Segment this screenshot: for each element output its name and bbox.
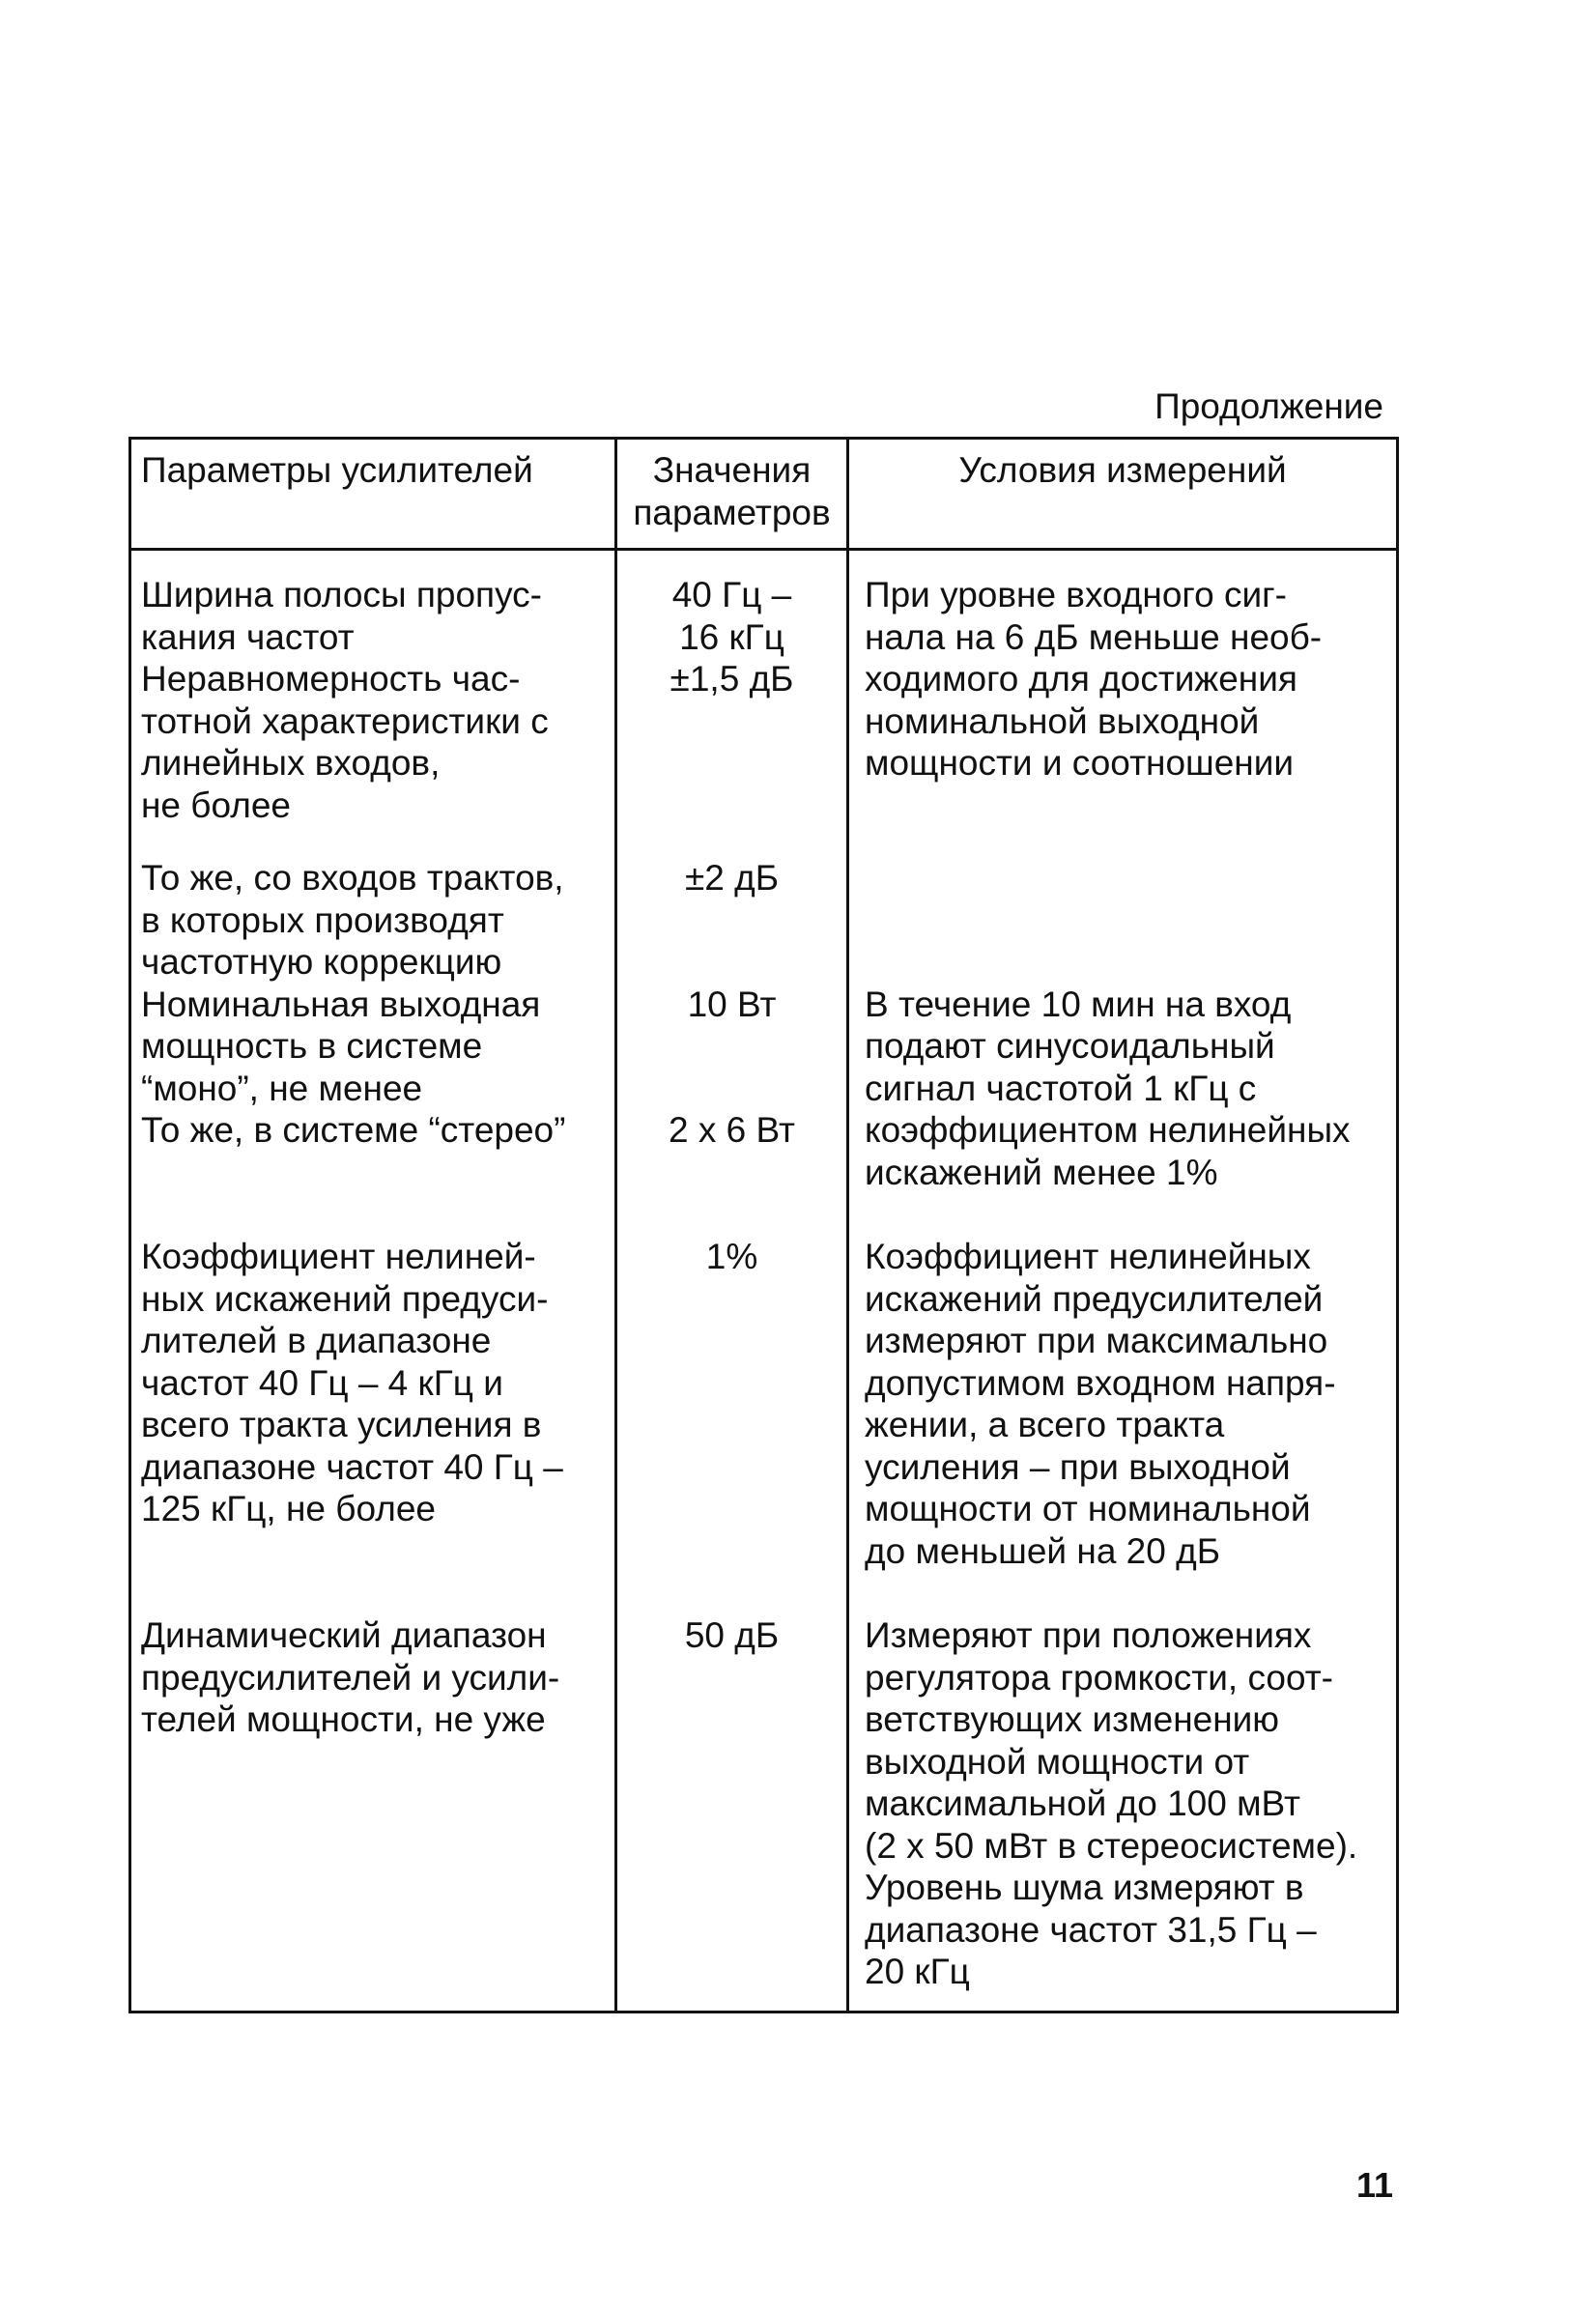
header-conditions: Условия измерений xyxy=(848,439,1398,550)
cell-parameter xyxy=(130,847,616,984)
cell-condition-line: В течение 10 мин на вход xyxy=(865,984,1292,1024)
cell-condition xyxy=(848,550,1398,848)
cell-condition-line: 20 кГц xyxy=(865,1952,970,1991)
cell-value-line: 40 Гц – xyxy=(671,575,792,614)
cell-parameter xyxy=(130,984,616,1110)
cell-condition xyxy=(848,1214,1398,1593)
cell-parameter-line: “моно”, не менее xyxy=(141,1068,423,1108)
cell-value xyxy=(616,984,848,1110)
table-header-row xyxy=(130,439,1398,550)
cell-condition xyxy=(848,1593,1398,2012)
cell-parameter xyxy=(130,1109,616,1214)
cell-parameter-line: частотную коррекцию xyxy=(141,942,502,982)
cell-condition-line: (2 х 50 мВт в стереосистеме). xyxy=(865,1825,1358,1866)
cell-parameter-line: в которых производят xyxy=(141,899,504,940)
cell-condition-line: При уровне входного сиг- xyxy=(865,575,1287,614)
cell-parameter-line: частот 40 Гц – 4 кГц и xyxy=(141,1362,503,1403)
header-values xyxy=(616,439,848,550)
cell-value xyxy=(616,1214,848,1593)
cell-condition-line: выходной мощности от xyxy=(865,1741,1250,1782)
table-row xyxy=(130,847,1398,984)
cell-condition-line: максимальной до 100 мВт xyxy=(865,1784,1300,1823)
cell-value-line: 2 х 6 Вт xyxy=(669,1110,795,1150)
cell-parameter-line: предусилителей и усили- xyxy=(141,1657,560,1698)
cell-condition-line: до меньшей на 20 дБ xyxy=(865,1530,1220,1571)
cell-parameter-line: Номинальная выходная xyxy=(141,984,541,1024)
cell-value xyxy=(616,1593,848,2012)
cell-condition-line: нала на 6 дБ меньше необ- xyxy=(865,616,1323,657)
continuation-label: Продолжение xyxy=(1154,386,1383,426)
table-row xyxy=(130,550,1398,848)
table-body xyxy=(130,550,1398,2012)
amplifier-parameters-table xyxy=(128,437,1399,2013)
cell-value xyxy=(616,550,848,848)
cell-parameter-line: не более xyxy=(141,785,291,825)
cell-condition xyxy=(848,1109,1398,1214)
cell-condition-line: диапазоне частот 31,5 Гц – xyxy=(865,1909,1317,1950)
cell-condition-line: усиления – при выходной xyxy=(865,1446,1291,1487)
cell-condition-line: допустимом входном напря- xyxy=(865,1362,1336,1403)
cell-value xyxy=(616,1109,848,1214)
cell-condition-line: искажений менее 1% xyxy=(865,1152,1218,1192)
cell-parameter-line: телей мощности, не уже xyxy=(141,1699,546,1739)
cell-value-line: ±2 дБ xyxy=(684,858,780,898)
cell-parameter-line: Ширина полосы пропус- xyxy=(141,575,543,614)
cell-condition-line: Измеряют при положениях xyxy=(865,1615,1312,1655)
cell-parameter-line: мощность в системе xyxy=(141,1026,483,1066)
cell-parameter xyxy=(130,1593,616,2012)
table-row xyxy=(130,1593,1398,2012)
cell-condition-line: ветствующих изменению xyxy=(865,1699,1280,1739)
table-row xyxy=(130,1214,1398,1593)
cell-parameter-line: Коэффициент нелиней- xyxy=(141,1237,536,1276)
header-parameters: Параметры усилителей xyxy=(130,439,616,550)
cell-parameter xyxy=(130,1214,616,1593)
cell-parameter xyxy=(130,550,616,848)
cell-parameter-line: ных искажений предуси- xyxy=(141,1278,549,1319)
cell-value-line: 50 дБ xyxy=(684,1615,780,1655)
cell-condition-line: Коэффициент нелинейных xyxy=(865,1237,1311,1276)
cell-value-line: 1% xyxy=(705,1237,758,1276)
cell-value-line: 16 кГц xyxy=(679,616,784,657)
cell-parameter-line: лителей в диапазоне xyxy=(141,1321,492,1360)
cell-condition-line: ходимого для достижения xyxy=(865,659,1297,699)
cell-condition-line: мощности и соотношении xyxy=(865,743,1295,783)
cell-parameter-line: То же, со входов трактов, xyxy=(141,858,564,898)
cell-condition-line: мощности от номинальной xyxy=(865,1489,1311,1528)
parameters-table-wrapper xyxy=(128,437,1396,2013)
cell-value-line: 10 Вт xyxy=(687,984,777,1024)
table-row xyxy=(130,984,1398,1110)
cell-parameter-line: линейных входов, xyxy=(141,743,441,783)
cell-parameter-line: всего тракта усиления в xyxy=(141,1405,542,1444)
header-values-line: Значения xyxy=(652,450,812,490)
cell-parameter-line: тотной характеристики с xyxy=(141,700,549,741)
cell-condition xyxy=(848,847,1398,984)
cell-parameter-line: То же, в системе “стерео” xyxy=(141,1110,566,1150)
table-row xyxy=(130,1109,1398,1214)
cell-condition-line: сигнал частотой 1 кГц с xyxy=(865,1068,1257,1108)
cell-condition-line: номинальной выходной xyxy=(865,700,1260,741)
cell-parameter-line: диапазоне частот 40 Гц – xyxy=(141,1446,563,1487)
cell-condition-line: коэффициентом нелинейных xyxy=(865,1110,1351,1150)
cell-condition-line: Уровень шума измеряют в xyxy=(865,1868,1304,1907)
cell-condition xyxy=(848,984,1398,1110)
cell-condition-line: регулятора громкости, соот- xyxy=(865,1657,1333,1698)
cell-condition-line: искажений предусилителей xyxy=(865,1278,1324,1319)
cell-parameter-line: 125 кГц, не более xyxy=(141,1489,436,1528)
cell-value-line: ±1,5 дБ xyxy=(670,659,794,699)
cell-parameter-line: кания частот xyxy=(141,616,355,657)
cell-condition-line: подают синусоидальный xyxy=(865,1026,1275,1066)
cell-condition-line: измеряют при максимально xyxy=(865,1321,1328,1360)
cell-parameter-line: Динамический диапазон xyxy=(141,1615,547,1655)
cell-condition-line: жении, а всего тракта xyxy=(865,1405,1225,1444)
cell-value xyxy=(616,847,848,984)
page-number: 11 xyxy=(1355,2165,1393,2205)
header-values-line: параметров xyxy=(633,493,831,532)
cell-parameter-line: Неравномерность час- xyxy=(141,659,521,699)
